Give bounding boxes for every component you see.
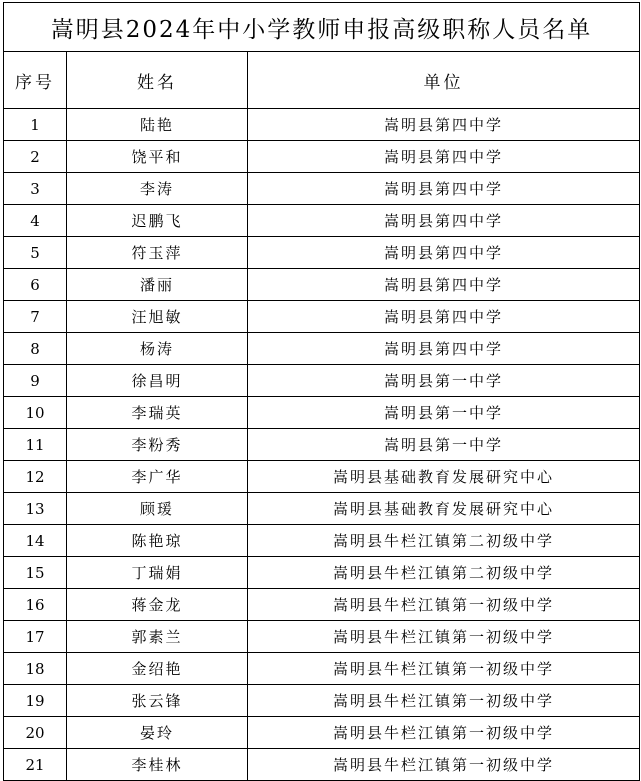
unit-cell: 嵩明县牛栏江镇第一初级中学 — [248, 685, 640, 717]
row-number-cell: 19 — [4, 685, 67, 717]
row-number-cell: 12 — [4, 461, 67, 493]
row-number-cell: 6 — [4, 269, 67, 301]
table-row — [4, 653, 640, 685]
name-cell: 杨涛 — [67, 333, 248, 365]
table-row — [4, 749, 640, 781]
unit-cell: 嵩明县第一中学 — [248, 365, 640, 397]
unit-cell: 嵩明县牛栏江镇第一初级中学 — [248, 653, 640, 685]
name-cell: 李粉秀 — [67, 429, 248, 461]
table-row — [4, 237, 640, 269]
row-number-cell: 16 — [4, 589, 67, 621]
name-cell: 晏玲 — [67, 717, 248, 749]
table-row — [4, 621, 640, 653]
unit-cell: 嵩明县第四中学 — [248, 173, 640, 205]
row-number-cell: 15 — [4, 557, 67, 589]
name-cell: 符玉萍 — [67, 237, 248, 269]
unit-cell: 嵩明县第一中学 — [248, 429, 640, 461]
row-number-cell: 10 — [4, 397, 67, 429]
unit-cell: 嵩明县第四中学 — [248, 301, 640, 333]
row-number-cell: 1 — [4, 109, 67, 141]
name-cell: 金绍艳 — [67, 653, 248, 685]
row-number-cell: 8 — [4, 333, 67, 365]
roster-body — [4, 109, 640, 781]
name-cell: 李广华 — [67, 461, 248, 493]
name-cell: 潘丽 — [67, 269, 248, 301]
name-cell: 张云锋 — [67, 685, 248, 717]
unit-cell: 嵩明县牛栏江镇第一初级中学 — [248, 621, 640, 653]
name-cell: 汪旭敏 — [67, 301, 248, 333]
unit-cell: 嵩明县牛栏江镇第一初级中学 — [248, 589, 640, 621]
row-number-cell: 11 — [4, 429, 67, 461]
unit-cell: 嵩明县牛栏江镇第二初级中学 — [248, 557, 640, 589]
column-header-no: 序号 — [4, 52, 67, 109]
page-title: 嵩明县2024年中小学教师申报高级职称人员名单 — [4, 3, 640, 52]
table-row — [4, 365, 640, 397]
table-row — [4, 717, 640, 749]
unit-cell: 嵩明县第四中学 — [248, 141, 640, 173]
row-number-cell: 4 — [4, 205, 67, 237]
row-number-cell: 9 — [4, 365, 67, 397]
unit-cell: 嵩明县基础教育发展研究中心 — [248, 461, 640, 493]
row-number-cell: 13 — [4, 493, 67, 525]
row-number-cell: 7 — [4, 301, 67, 333]
table-row — [4, 333, 640, 365]
table-row — [4, 141, 640, 173]
row-number-cell: 14 — [4, 525, 67, 557]
row-number-cell: 21 — [4, 749, 67, 781]
name-cell: 迟鹏飞 — [67, 205, 248, 237]
roster-table — [3, 2, 640, 781]
name-cell: 丁瑞娟 — [67, 557, 248, 589]
row-number-cell: 3 — [4, 173, 67, 205]
column-header-unit: 单位 — [248, 52, 640, 109]
name-cell: 蒋金龙 — [67, 589, 248, 621]
table-row — [4, 205, 640, 237]
table-row — [4, 685, 640, 717]
unit-cell: 嵩明县第四中学 — [248, 205, 640, 237]
name-cell: 李涛 — [67, 173, 248, 205]
table-row — [4, 109, 640, 141]
row-number-cell: 2 — [4, 141, 67, 173]
row-number-cell: 18 — [4, 653, 67, 685]
row-number-cell: 20 — [4, 717, 67, 749]
name-cell: 徐昌明 — [67, 365, 248, 397]
header-row — [4, 52, 640, 109]
table-row — [4, 397, 640, 429]
unit-cell: 嵩明县第一中学 — [248, 397, 640, 429]
table-row — [4, 301, 640, 333]
name-cell: 顾瑗 — [67, 493, 248, 525]
table-row — [4, 461, 640, 493]
unit-cell: 嵩明县牛栏江镇第二初级中学 — [248, 525, 640, 557]
name-cell: 李桂林 — [67, 749, 248, 781]
unit-cell: 嵩明县基础教育发展研究中心 — [248, 493, 640, 525]
table-row — [4, 173, 640, 205]
unit-cell: 嵩明县牛栏江镇第一初级中学 — [248, 717, 640, 749]
unit-cell: 嵩明县第四中学 — [248, 109, 640, 141]
unit-cell: 嵩明县第四中学 — [248, 269, 640, 301]
title-row — [4, 3, 640, 52]
name-cell: 陈艳琼 — [67, 525, 248, 557]
row-number-cell: 5 — [4, 237, 67, 269]
name-cell: 郭素兰 — [67, 621, 248, 653]
table-row — [4, 557, 640, 589]
table-row — [4, 429, 640, 461]
unit-cell: 嵩明县牛栏江镇第一初级中学 — [248, 749, 640, 781]
row-number-cell: 17 — [4, 621, 67, 653]
table-row — [4, 269, 640, 301]
table-row — [4, 589, 640, 621]
name-cell: 饶平和 — [67, 141, 248, 173]
unit-cell: 嵩明县第四中学 — [248, 333, 640, 365]
name-cell: 陆艳 — [67, 109, 248, 141]
name-cell: 李瑞英 — [67, 397, 248, 429]
table-row — [4, 493, 640, 525]
column-header-name: 姓名 — [67, 52, 248, 109]
unit-cell: 嵩明县第四中学 — [248, 237, 640, 269]
table-row — [4, 525, 640, 557]
